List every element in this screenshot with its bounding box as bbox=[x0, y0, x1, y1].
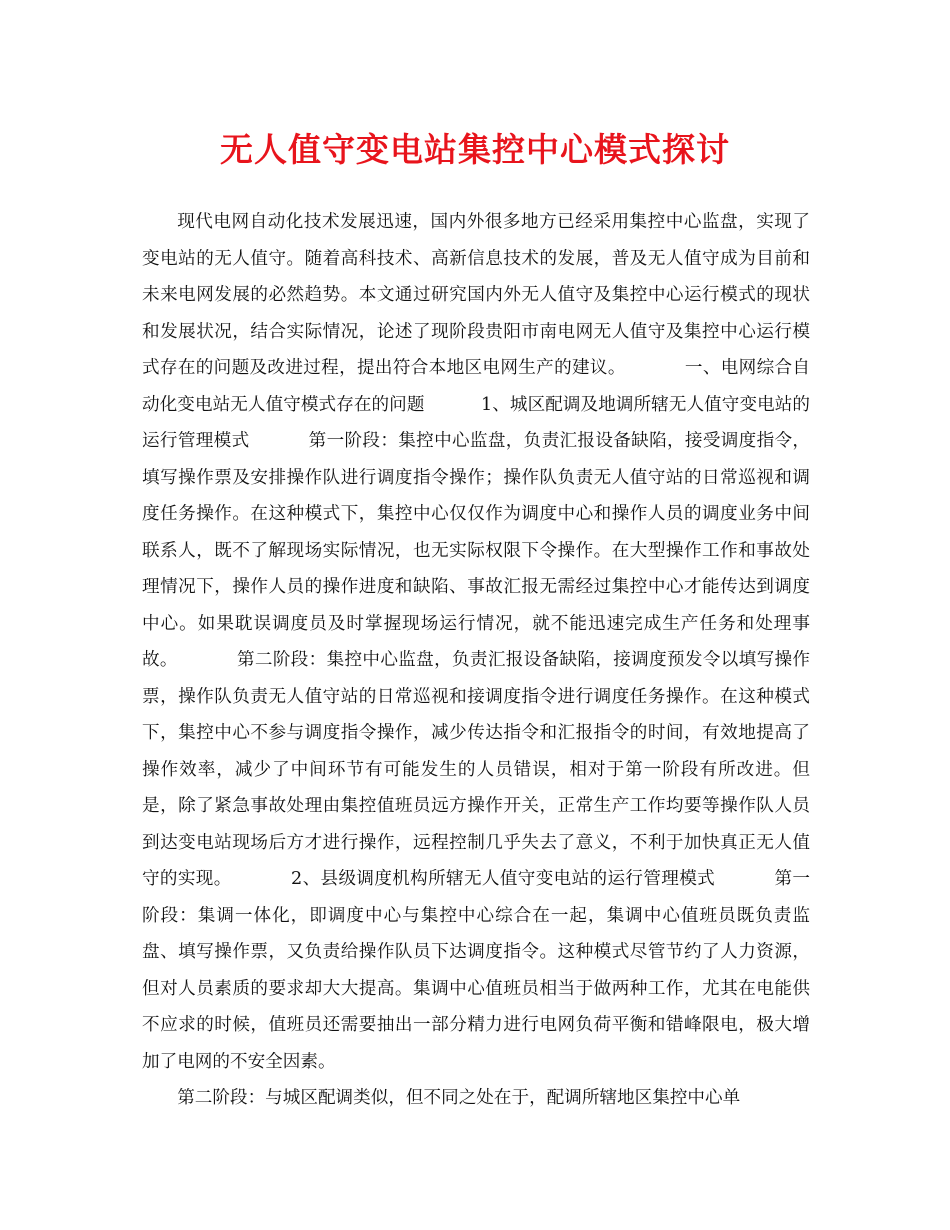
document-body bbox=[142, 204, 810, 1117]
body-paragraph: 现代电网自动化技术发展迅速，国内外很多地方已经采用集控中心监盘，实现了变电站的无人值守。随着高科技术、高新信息技术的发展，普及无人值守成为目前和未来电网发展的必然趋势。本文通过研究国内外无人值守及集控中心运行模式的现状和发展状况，结合实际情况，论述了现阶段贵阳市南电网无人值守及集控中心运行模式存在的问题及改进过程，提出符合本地区电网生产的建议。 一、电网综合自动化变电站无人值守模式存在的问题 1、城区配调及地调所辖无人值守变电站的运行管理模式 第一阶段：集控中心监盘，负责汇报设备缺陷，接受调度指令，填写操作票及安排操作队进行调度指令操作；操作队负责无人值守站的日常巡视和调度任务操作。在这种模式下，集控中心仅仅作为调度中心和操作人员的调度业务中间联系人，既不了解现场实际情况，也无实际权限下令操作。在大型操作工作和事故处理情况下，操作人员的操作进度和缺陷、事故汇报无需经过集控中心才能传达到调度中心。如果耽误调度员及时掌握现场运行情况，就不能迅速完成生产任务和处理事故。 第二阶段：集控中心监盘，负责汇报设备缺陷，接调度预发令以填写操作票，操作队负责无人值守站的日常巡视和接调度指令进行调度任务操作。在这种模式下，集控中心不参与调度指令操作，减少传达指令和汇报指令的时间，有效地提高了操作效率，减少了中间环节有可能发生的人员错误，相对于第一阶段有所改进。但是，除了紧急事故处理由集控值班员远方操作开关，正常生产工作均要等操作队人员到达变电站现场后方才进行操作，远程控制几乎失去了意义，不利于加快真正无人值守的实现。 2、县级调度机构所辖无人值守变电站的运行管理模式 第一阶段：集调一体化，即调度中心与集控中心综合在一起，集调中心值班员既负责监盘、填写操作票，又负责给操作队员下达调度指令。这种模式尽管节约了人力资源，但对人员素质的要求却大大提高。集调中心值班员相当于做两种工作，尤其在电能供不应求的时候，值班员还需要抽出一部分精力进行电网负荷平衡和错峰限电，极大增加了电网的不安全因素。 bbox=[142, 212, 810, 1072]
body-paragraph: 第二阶段：与城区配调类似，但不同之处在于，配调所辖地区集控中心单 bbox=[177, 1088, 741, 1108]
document-title: 无人值守变电站集控中心模式探讨 bbox=[220, 130, 730, 169]
